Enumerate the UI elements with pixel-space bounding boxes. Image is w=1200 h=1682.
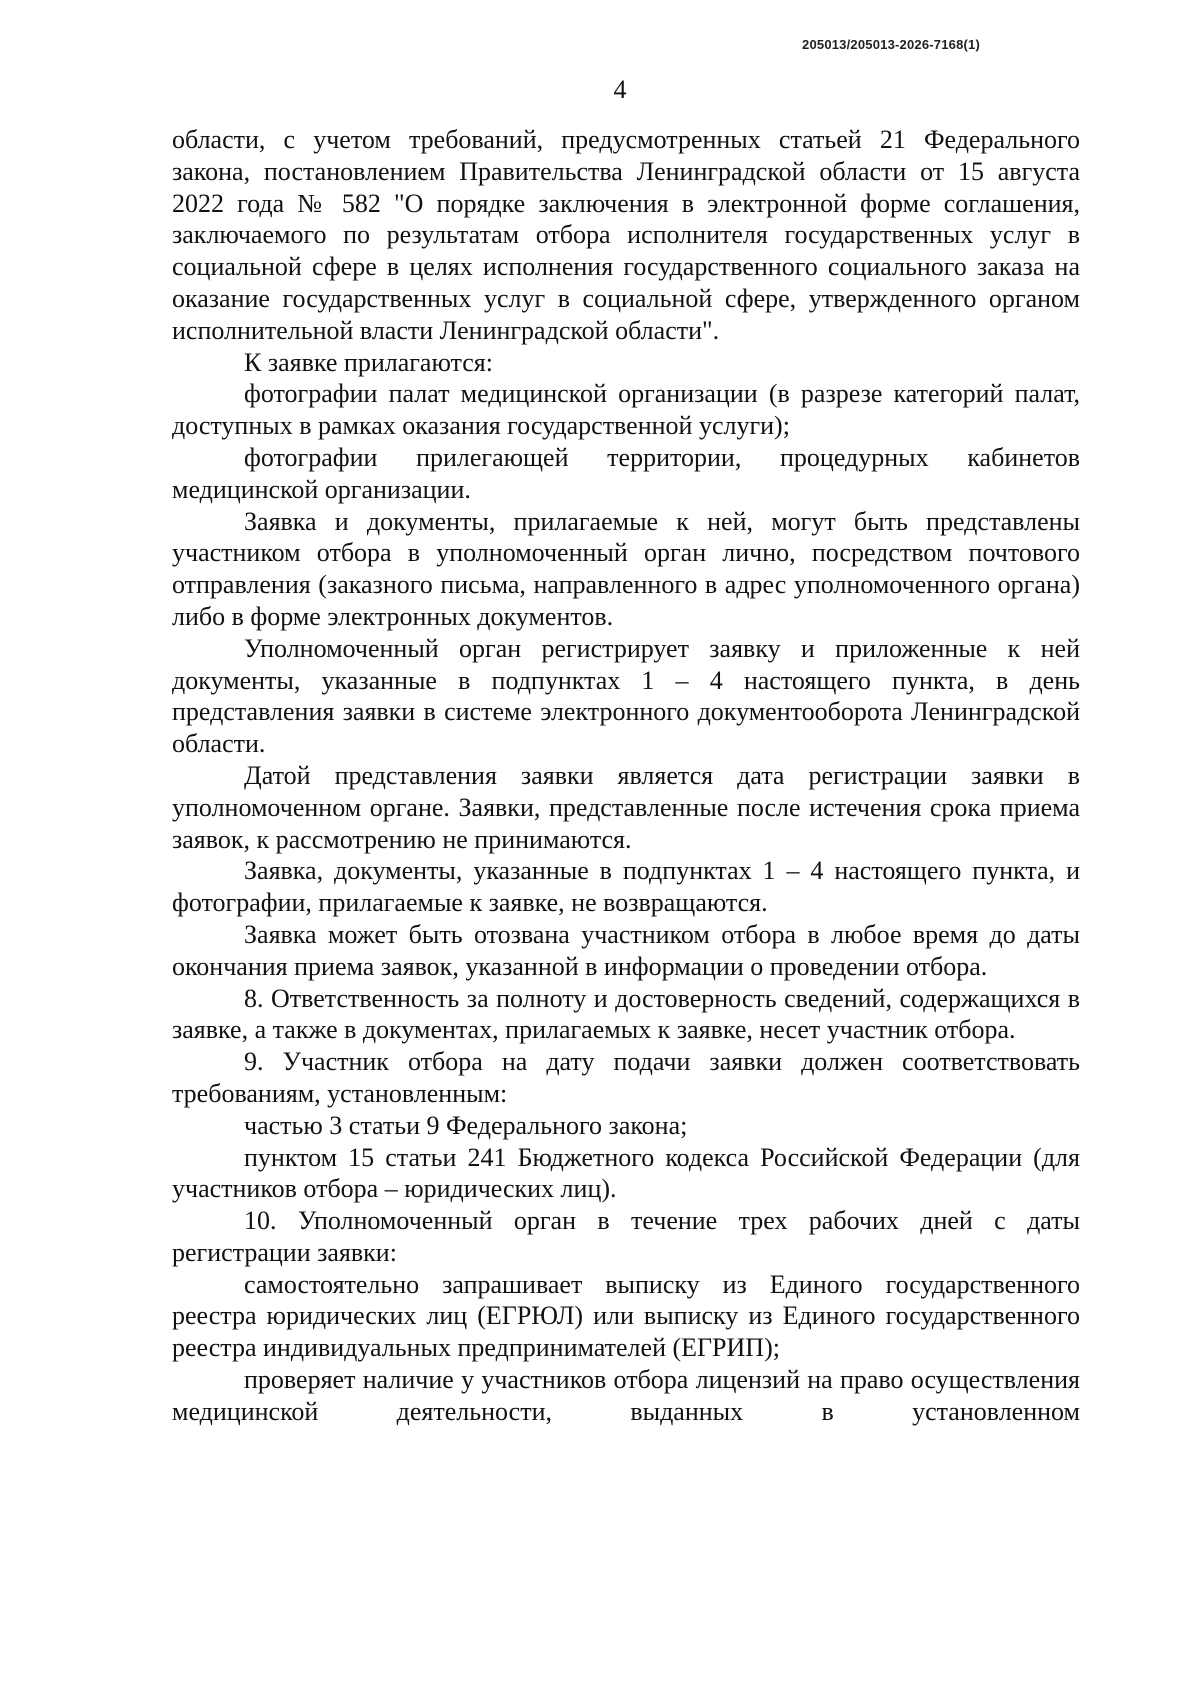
paragraph-ward-photos: фотографии палат медицинской организации (в разрезе категорий палат, доступных в рамках оказания государственной услуги);: [172, 379, 1080, 441]
paragraph-requirement-budget-code: пунктом 15 статьи 241 Бюджетного кодекса Российской Федерации (для участников отбора – юридических лиц).: [172, 1142, 1080, 1204]
paragraph-license-check: проверяет наличие у участников отбора лицензий на право осуществления медицинской деятельности, выданных в установленном: [172, 1365, 1080, 1426]
paragraph-withdrawal: Заявка может быть отозвана участником отбора в любое время до даты окончания приема заявок, указанной в информации о проведении отбора.: [172, 919, 1080, 981]
paragraph-registration: Уполномоченный орган регистрирует заявку и приложенные к ней документы, указанные в подпунктах 1 – 4 настоящего пункта, в день представления заявки в системе электронного документооборота Ленинградской области.: [172, 633, 1080, 759]
paragraph-submission-methods: Заявка и документы, прилагаемые к ней, могут быть представлены участником отбора в уполномоченный орган лично, посредством почтового отправления (заказного письма, направленного в адрес уполномоченного органа) либо в форме электронных документов.: [172, 506, 1080, 631]
paragraph-no-return: Заявка, документы, указанные в подпунктах 1 – 4 настоящего пункта, и фотографии, прилагаемые к заявке, не возвращаются.: [172, 856, 1080, 918]
paragraph-attachments-intro: К заявке прилагаются:: [244, 347, 493, 377]
paragraph-requirement-law: частью 3 статьи 9 Федерального закона;: [244, 1110, 688, 1140]
paragraph-continuation: области, с учетом требований, предусмотренных статьей 21 Федерального закона, постановлением Правительства Ленинградской области от 15 августа 2022 года № 582 "О порядке заключения в электронной форме соглашения, заключаемого по результатам отбора исполнителя государственных услуг в социальной сфере в целях исполнения государственного социального заказа на оказание государственных услуг в социальной сфере, утвержденного органом исполнительной власти Ленинградской области".: [172, 125, 1080, 345]
paragraph-territory-photos: фотографии прилегающей территории, процедурных кабинетов медицинской организации.: [172, 442, 1080, 504]
paragraph-submission-date: Датой представления заявки является дата регистрации заявки в уполномоченном органе. Заявки, представленные после истечения срока приема заявок, к рассмотрению не принимаются.: [172, 760, 1080, 854]
document-body: [172, 124, 1080, 1428]
paragraph-registry-extract: самостоятельно запрашивает выписку из Единого государственного реестра юридических лиц (ЕГРЮЛ) или выписку из Единого государственного реестра индивидуальных предпринимателей (ЕГРИП);: [172, 1269, 1080, 1363]
paragraph-item-10: 10. Уполномоченный орган в течение трех рабочих дней с даты регистрации заявки:: [172, 1206, 1080, 1267]
paragraph-item-8: 8. Ответственность за полноту и достоверность сведений, содержащихся в заявке, а также в документах, прилагаемых к заявке, несет участник отбора.: [172, 983, 1080, 1045]
paragraph-item-9: 9. Участник отбора на дату подачи заявки должен соответствовать требованиям, установленным:: [172, 1047, 1080, 1108]
document-id-stamp: 205013/205013-2026-7168(1): [802, 37, 980, 52]
page-number: 4: [613, 75, 627, 104]
